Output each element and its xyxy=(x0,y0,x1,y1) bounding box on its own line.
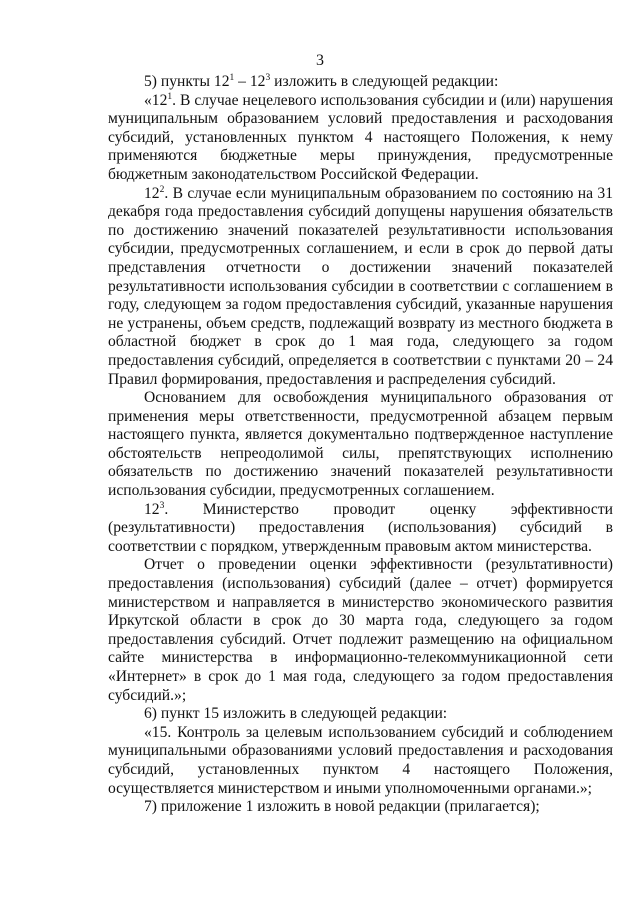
text-run: изложить в следующей редакции: xyxy=(270,73,499,90)
item-6-amend-point: 6) пункт 15 изложить в следующей редакции: xyxy=(144,705,448,723)
text-run: . В случае нецелевого использования субсидии и (или) нарушения муниципальным образованием условий предоставления и расходования субсидий, установленных пунктом 4 настоящего Положения, к нему применяются бюджетные меры принуждения, предусмотренные бюджетным законодательством Российской Федерации. xyxy=(108,91,613,183)
document-body xyxy=(108,73,613,817)
point-12-2 xyxy=(108,185,613,390)
text-run: 5) пункты 12 xyxy=(144,73,230,90)
text-run: 12 xyxy=(144,184,160,202)
point-12-1 xyxy=(108,92,613,185)
report-paragraph: Отчет о проведении оценки эффективности (результативности) предоставления (использования) субсидий (далее – отчет) формируется министерством и направляется в министерство экономического развития Иркутской области в срок до 30 марта года, следующего за годом предоставления субсидий. Отчет подлежит размещению на официальном сайте министерства в информационно-телекоммуникационной сети «Интернет» в срок до 1 мая года, следующего за годом предоставления субсидий.»; xyxy=(108,556,613,704)
text-run: . В случае если муниципальным образованием по состоянию на 31 декабря года предоставления субсидий допущены нарушения обязательств по достижению значений показателей результативности использования субсидии, предусмотренных соглашением, и если в срок до первой даты представления отчетности о достижении значений показателей результативности использования субсидии в соответствии с соглашением в году, следующем за годом предоставления субсидий, указанные нарушения не устранены, объем средств, подлежащий возврату из местного бюджета в областной бюджет в срок до 1 мая года, следующего за годом предоставления субсидий, определяется в соответствии с пунктами 20 – 24 Правил формирования, предоставления и распределения субсидий. xyxy=(108,184,613,388)
page-number: 3 xyxy=(316,52,324,69)
superscript: 3 xyxy=(159,500,165,511)
superscript: 2 xyxy=(159,184,165,195)
superscript: 1 xyxy=(167,91,173,102)
point-12-3 xyxy=(108,501,613,557)
text-run: 12 xyxy=(144,500,160,518)
text-run: . Министерство проводит оценку эффективности (результативности) предоставления (использования) субсидий в соответствии с порядком, утвержденным правовым актом министерства. xyxy=(108,500,613,555)
item-7-appendix: 7) приложение 1 изложить в новой редакции (прилагается); xyxy=(144,798,540,816)
superscript: 3 xyxy=(265,73,271,83)
point-15: «15. Контроль за целевым использованием субсидий и соблюдением муниципальными образованиями условий предоставления и расходования субсидий, установленных пунктом 4 настоящего Положения, осуществляется министерством и иными уполномоченными органами.»; xyxy=(108,723,613,797)
text-run: – 12 xyxy=(234,73,266,90)
item-5-amend-points xyxy=(108,73,613,92)
exemption-paragraph: Основанием для освобождения муниципального образования от применения меры ответственности, предусмотренной абзацем первым настоящего пункта, является документально подтвержденное наступление обстоятельств непреодолимой силы, препятствующих исполнению обязательств по достижению значений показателей результативности использования субсидии, предусмотренных соглашением. xyxy=(108,389,613,500)
text-run: «12 xyxy=(144,91,168,109)
superscript: 1 xyxy=(229,73,235,83)
